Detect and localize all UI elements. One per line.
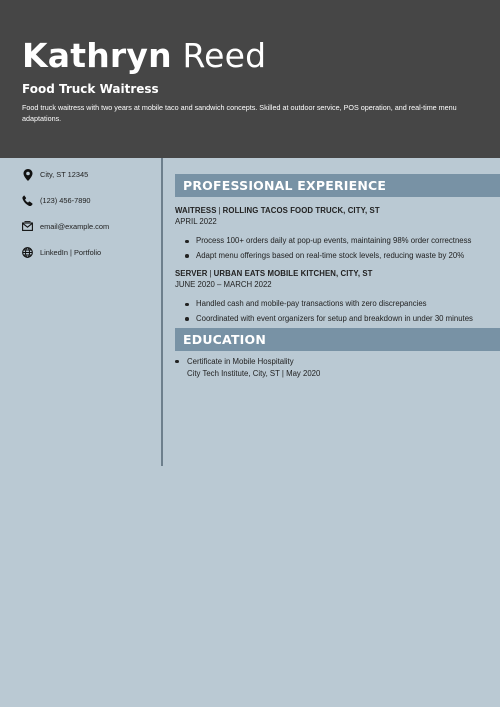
first-name: Kathryn	[22, 36, 172, 75]
job-bullets	[185, 299, 480, 324]
education-list	[175, 356, 500, 379]
resume-header	[0, 0, 500, 158]
job-company: ROLLING TACOS FOOD TRUCK, CITY, ST	[222, 206, 380, 215]
job-date: JUNE 2020 – MARCH 2022	[175, 280, 272, 289]
last-name: Reed	[182, 36, 267, 75]
job-entry	[175, 269, 500, 324]
list-item: Handled cash and mobile-pay transactions with zero discrepancies	[185, 299, 480, 310]
education-heading: EDUCATION	[175, 328, 500, 351]
job-bullets	[185, 236, 480, 261]
separator: |	[218, 206, 221, 215]
phone-text: (123) 456-7890	[40, 196, 91, 205]
profile-summary: Food truck waitress with two years at mobile taco and sandwich concepts. Skilled at outdoor service, POS operation, and real-time menu adaptations.	[22, 103, 457, 123]
contact-phone	[22, 194, 152, 207]
list-item: Process 100+ orders daily at pop-up events, maintaining 98% order correctness	[185, 236, 480, 247]
job-title-headline: Food Truck Waitress	[22, 82, 159, 96]
job-role: WAITRESS	[175, 206, 217, 215]
contact-email[interactable]	[22, 220, 152, 233]
job-role: SERVER	[175, 269, 208, 278]
job-company: URBAN EATS MOBILE KITCHEN, CITY, ST	[213, 269, 373, 278]
certificate-name: Certificate in Mobile Hospitality	[187, 357, 294, 366]
column-divider	[161, 158, 163, 466]
list-item	[175, 356, 500, 379]
separator: |	[209, 269, 212, 278]
email-link[interactable]: email@example.com	[40, 222, 110, 231]
globe-icon	[22, 247, 33, 259]
candidate-name	[22, 36, 266, 76]
job-date: APRIL 2022	[175, 217, 217, 226]
profile-links[interactable]: LinkedIn | Portfolio	[40, 248, 102, 257]
institution: City Tech Institute, City, ST	[187, 368, 280, 378]
education-details: City Tech Institute, City, ST | May 2020	[187, 368, 321, 378]
contact-location	[22, 168, 152, 181]
education-date: May 2020	[286, 368, 321, 378]
location-text: City, ST 12345	[40, 170, 89, 179]
job-entry	[175, 206, 500, 261]
job-role-line	[175, 206, 500, 215]
list-item: Adapt menu offerings based on real-time stock levels, reducing waste by 20%	[185, 251, 480, 262]
main-content	[175, 174, 500, 379]
phone-icon	[22, 195, 33, 207]
envelope-icon	[22, 221, 33, 233]
contact-sidebar	[22, 168, 152, 272]
contact-links[interactable]	[22, 246, 152, 259]
job-role-line	[175, 269, 500, 278]
list-item: Coordinated with event organizers for setup and breakdown in under 30 minutes	[185, 314, 480, 325]
map-pin-icon	[22, 169, 33, 181]
experience-heading: PROFESSIONAL EXPERIENCE	[175, 174, 500, 197]
